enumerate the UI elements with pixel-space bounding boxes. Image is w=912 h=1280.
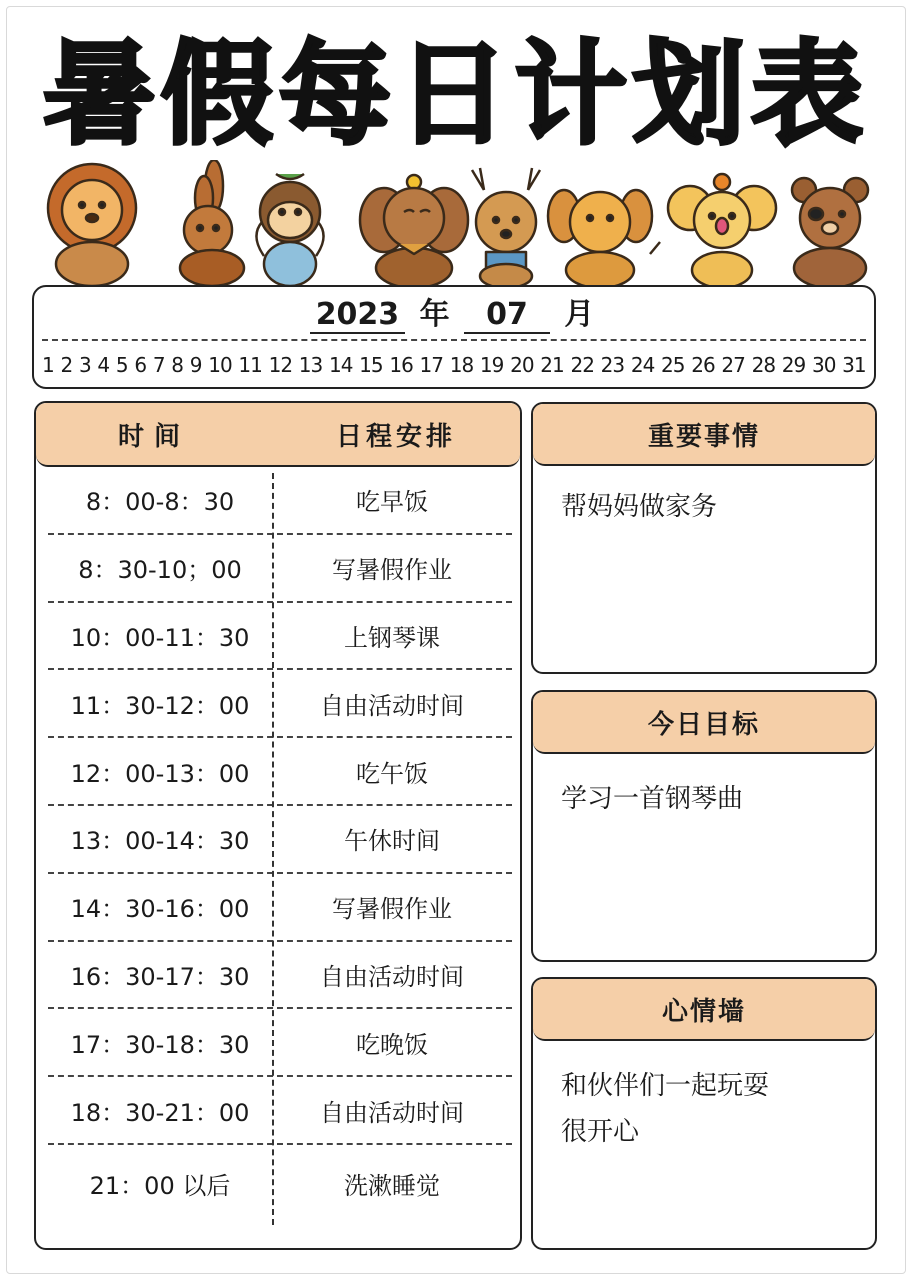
rabbit-icon [180, 160, 244, 286]
important-title: 重要事情 [533, 404, 875, 466]
day-number[interactable]: 16 [389, 353, 413, 377]
day-number[interactable]: 25 [661, 353, 685, 377]
row-plan: 写暑假作业 [332, 895, 452, 924]
day-number[interactable]: 7 [152, 353, 165, 377]
lion-icon [48, 164, 136, 286]
day-number[interactable]: 1 [42, 353, 54, 377]
important-line: 帮妈妈做家务 [561, 492, 718, 522]
goal-body[interactable] [533, 754, 875, 844]
day-number[interactable]: 15 [359, 353, 383, 377]
row-plan: 吃晚饭 [356, 1030, 428, 1059]
year-field[interactable]: 2023 [310, 298, 406, 334]
bear-icon [792, 178, 868, 288]
date-box [32, 285, 876, 389]
row-plan: 洗漱睡觉 [344, 1172, 440, 1201]
day-number[interactable]: 20 [510, 353, 534, 377]
row-time: 14：30-16：00 [70, 895, 250, 924]
important-body[interactable] [533, 466, 875, 552]
table-row [48, 670, 512, 738]
table-row [48, 1077, 512, 1145]
important-panel [531, 402, 877, 674]
row-plan: 写暑假作业 [332, 556, 452, 585]
page-title: 暑假每日计划表 [43, 30, 869, 160]
row-time: 16：30-17：30 [70, 962, 250, 991]
row-plan: 上钢琴课 [344, 623, 440, 652]
animal-border [36, 160, 876, 288]
date-divider [42, 339, 866, 341]
day-number[interactable]: 28 [751, 353, 776, 377]
schedule-header [36, 403, 520, 467]
table-row [48, 1145, 512, 1223]
day-number[interactable]: 3 [78, 353, 91, 377]
day-number[interactable]: 29 [781, 353, 806, 377]
table-row [48, 1009, 512, 1077]
row-plan: 午休时间 [344, 827, 440, 856]
schedule-table [34, 401, 522, 1250]
table-row [48, 874, 512, 942]
row-plan: 吃早饭 [356, 488, 428, 517]
table-row [48, 806, 512, 874]
day-number[interactable]: 17 [419, 353, 443, 377]
day-number[interactable]: 21 [540, 353, 564, 377]
day-selector [38, 347, 870, 383]
day-number[interactable]: 22 [570, 353, 594, 377]
day-number[interactable]: 8 [171, 353, 184, 377]
day-number[interactable]: 10 [208, 353, 232, 377]
goal-panel [531, 690, 877, 962]
day-number[interactable]: 24 [630, 353, 655, 377]
mood-line: 很开心 [561, 1117, 640, 1147]
month-unit: 月 [564, 297, 595, 332]
table-row [48, 467, 512, 535]
day-number[interactable]: 9 [189, 353, 202, 377]
header-time: 时间 [117, 421, 190, 452]
row-time: 8：30-10；00 [78, 556, 242, 585]
day-number[interactable]: 6 [134, 353, 147, 377]
row-time: 13：00-14：30 [70, 827, 250, 856]
deer-icon [472, 168, 540, 288]
header-plan: 日程安排 [335, 421, 456, 452]
mood-panel [531, 977, 877, 1250]
day-number[interactable]: 31 [842, 353, 866, 377]
day-number[interactable]: 11 [238, 353, 262, 377]
row-time: 17：30-18：30 [70, 1030, 250, 1059]
row-time: 8：00-8：30 [85, 488, 235, 517]
day-number[interactable]: 5 [115, 353, 128, 377]
row-time: 21：00 以后 [89, 1172, 231, 1201]
row-plan: 自由活动时间 [320, 962, 464, 991]
monkey-icon [256, 174, 323, 286]
day-number[interactable]: 23 [600, 353, 625, 377]
date-line [34, 295, 874, 335]
row-time: 10：00-11：30 [70, 623, 250, 652]
mood-line: 和伙伴们一起玩耍 [561, 1071, 770, 1101]
day-number[interactable]: 30 [811, 353, 836, 377]
day-number[interactable]: 2 [60, 353, 73, 377]
column-divider [272, 473, 274, 1225]
mood-body[interactable] [533, 1041, 875, 1177]
month-field[interactable]: 07 [464, 298, 550, 334]
koala-icon [668, 174, 776, 288]
schedule-rows [36, 467, 520, 1223]
day-number[interactable]: 27 [721, 353, 745, 377]
row-time: 12：00-13：00 [70, 759, 250, 788]
dog-icon [548, 190, 660, 288]
table-row [48, 942, 512, 1010]
row-plan: 自由活动时间 [320, 1098, 464, 1127]
table-row [48, 603, 512, 671]
row-time: 11：30-12：00 [70, 691, 250, 720]
row-plan: 吃午饭 [356, 759, 428, 788]
goal-line: 学习一首钢琴曲 [561, 784, 744, 814]
row-time: 18：30-21：00 [70, 1098, 250, 1127]
goal-title: 今日目标 [533, 692, 875, 754]
day-number[interactable]: 26 [691, 353, 715, 377]
table-row [48, 738, 512, 806]
table-row [48, 535, 512, 603]
day-number[interactable]: 14 [328, 353, 353, 377]
day-number[interactable]: 18 [449, 353, 474, 377]
year-unit: 年 [419, 297, 450, 332]
day-number[interactable]: 12 [268, 353, 293, 377]
mood-title: 心情墙 [533, 979, 875, 1041]
elephant-icon [360, 175, 468, 288]
row-plan: 自由活动时间 [320, 691, 464, 720]
day-number[interactable]: 19 [479, 353, 504, 377]
day-number[interactable]: 13 [298, 353, 323, 377]
day-number[interactable]: 4 [97, 353, 110, 377]
